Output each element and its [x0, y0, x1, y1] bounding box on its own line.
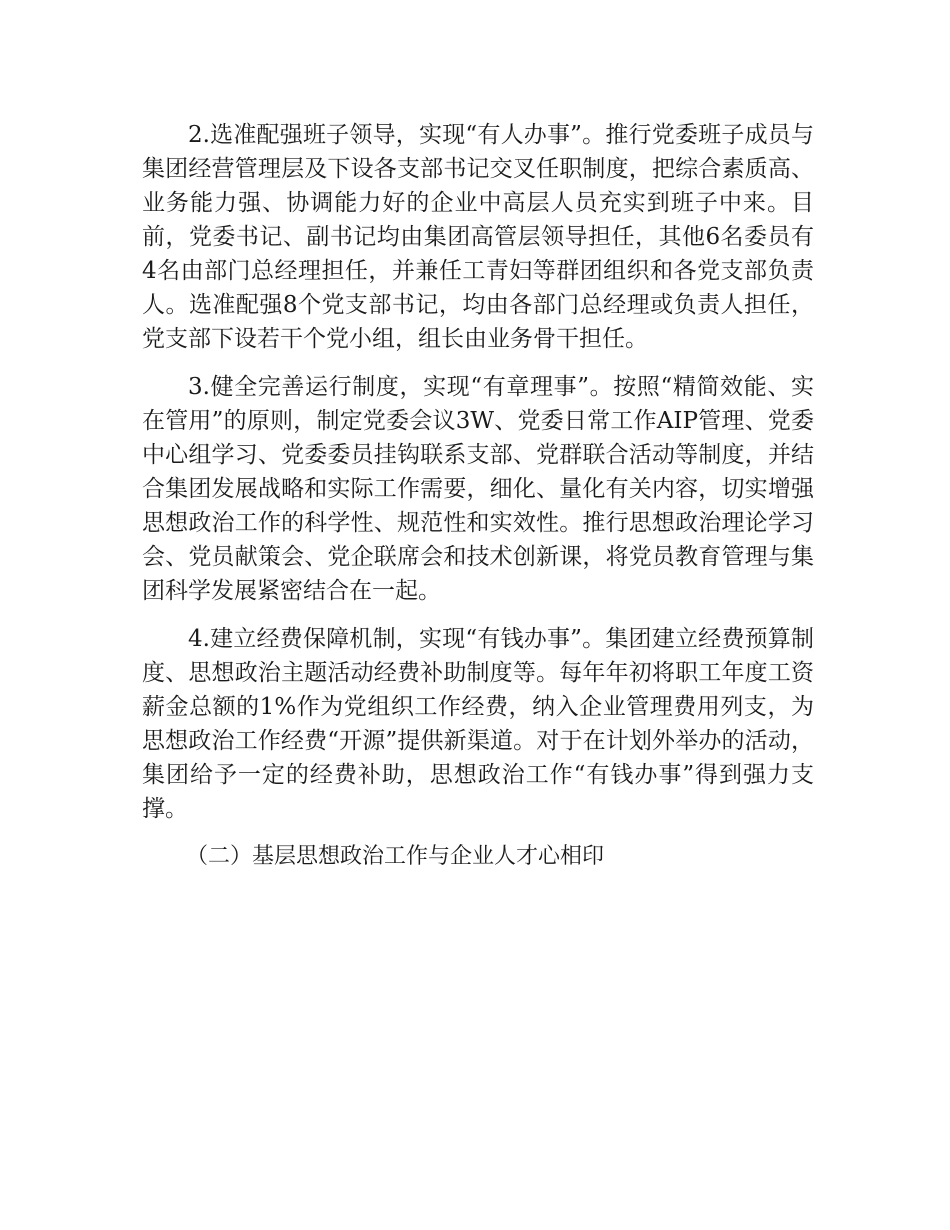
section-heading: （二）基层思想政治工作与企业人才心相印: [186, 844, 605, 869]
paragraph-2: 2.选准配强班子领导，实现“有人办事”。推行党委班子成员与集团经营管理层及下设各支部书记交叉任职制度，把综合素质高、业务能力强、协调能力好的企业中高层人员充实到班子中来。目前，党委书记、副书记均由集团高管层领导担任，其他6名委员有4名由部门总经理担任，并兼任工青妇等群团组织和各党支部负责人。选准配强8个党支部书记，均由各部门总经理或负责人担任，党支部下设若干个党小组，组长由业务骨干担任。: [142, 122, 814, 352]
document-body: [142, 118, 814, 874]
paragraph-3: 3.健全完善运行制度，实现“有章理事”。按照“精简效能、实在管用”的原则，制定党委会议3W、党委日常工作AIP管理、党委中心组学习、党委委员挂钩联系支部、党群联合活动等制度，并结合集团发展战略和实际工作需要，细化、量化有关内容，切实增强思想政治工作的科学性、规范性和实效性。推行思想政治理论学习会、党员献策会、党企联席会和技术创新课，将党员教育管理与集团科学发展紧密结合在一起。: [142, 374, 814, 604]
paragraph-4: 4.建立经费保障机制，实现“有钱办事”。集团建立经费预算制度、思想政治主题活动经费补助制度等。每年年初将职工年度工资薪金总额的1%作为党组织工作经费，纳入企业管理费用列支，为思想政治工作经费“开源”提供新渠道。对于在计划外举办的活动，集团给予一定的经费补助，思想政治工作“有钱办事”得到强力支撑。: [142, 626, 814, 822]
